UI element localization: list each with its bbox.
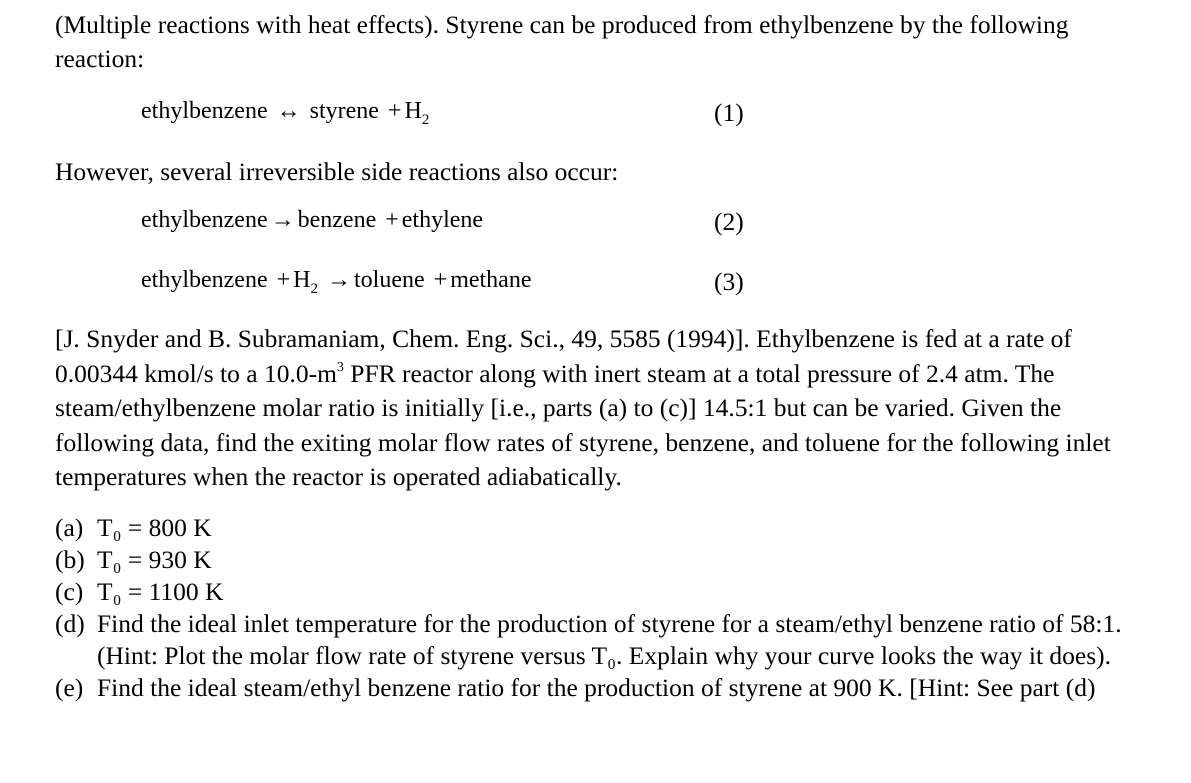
problem-intro: (Multiple reactions with heat effects). Styrene can be produced from ethylbenzene by the following reaction: [55, 10, 1069, 73]
part-label: (c) [55, 577, 84, 606]
reaction-3-reactant-a: ethylbenzene [141, 267, 268, 293]
list-item [55, 672, 1145, 704]
list-item [55, 512, 1145, 544]
list-item [55, 608, 1145, 672]
reaction-3-product-a: toluene [354, 267, 425, 293]
part-text: T₀ = 1100 K [97, 577, 224, 606]
part-text: Find the ideal inlet temperature for the production of styrene for a steam/ethyl benzene ratio of 58:1. (Hint: Plot the molar flow rate of styrene versus T₀. Explain why your curve looks the way it does). [97, 609, 1122, 670]
reaction-1-number: (1) [714, 98, 744, 127]
reaction-3-reactant-b: H [293, 267, 311, 293]
side-reactions-intro: However, several irreversible side reactions also occur: [55, 157, 619, 186]
reaction-3-number: (3) [714, 267, 744, 296]
problem-statement-part-b: PFR reactor along with inert steam at a total pressure of 2.4 atm. The steam/ethylbenzene molar ratio is initially [i.e., parts (a) to (c)] 14.5:1 but can be varied. Given the following data, find the exiting molar flow rates of styrene, benzene, and toluene for the following inlet temperatures when the reactor is operated adiabatically. [55, 358, 1111, 491]
problem-statement-part-a: [J. Snyder and B. Subramaniam, Chem. Eng. Sci., 49, 5585 (1994)]. Ethylbenzene is fed at a rate of 0.00344 kmol/s to a 10.0-m [55, 324, 1072, 388]
part-label: (a) [55, 513, 84, 542]
part-label: (b) [55, 545, 85, 574]
forward-arrow: → [327, 267, 351, 293]
reaction-1-product-b-subscript: 2 [421, 112, 430, 128]
reaction-2-product-b: ethylene [401, 207, 484, 233]
cubic-superscript: 3 [336, 359, 344, 375]
part-text: T₀ = 800 K [97, 513, 212, 542]
reaction-3-reactant-b-subscript: 2 [310, 281, 318, 297]
reaction-3 [0, 267, 1191, 301]
reaction-2 [0, 207, 1191, 241]
part-label: (d) [55, 609, 85, 638]
plus-sign: + [385, 207, 399, 233]
forward-arrow: → [270, 207, 295, 233]
problem-parts-list [55, 512, 1145, 704]
plus-sign: + [276, 267, 291, 293]
part-label: (e) [55, 673, 84, 702]
reaction-1 [0, 98, 1191, 132]
list-item [55, 576, 1145, 608]
reaction-1-equation [141, 98, 430, 128]
reaction-2-product-a: benzene [297, 207, 377, 233]
reaction-1-product-a: styrene [309, 98, 379, 124]
plus-sign: + [433, 267, 448, 293]
reaction-2-reactant: ethylbenzene [141, 207, 268, 233]
reaction-2-number: (2) [714, 207, 744, 236]
part-text: T₀ = 930 K [97, 545, 212, 574]
problem-statement [55, 322, 1135, 495]
reaction-1-reactant: ethylbenzene [141, 98, 268, 124]
reaction-2-equation [141, 207, 483, 234]
reaction-1-product-b: H [404, 98, 422, 124]
list-item [55, 544, 1145, 576]
reversible-arrow: ↔ [276, 98, 301, 124]
part-text: Find the ideal steam/ethyl benzene ratio for the production of styrene at 900 K. [Hint: See part (d) [97, 673, 1096, 702]
reaction-3-equation [141, 267, 532, 297]
plus-sign: + [387, 98, 402, 124]
reaction-3-product-b: methane [450, 267, 532, 293]
